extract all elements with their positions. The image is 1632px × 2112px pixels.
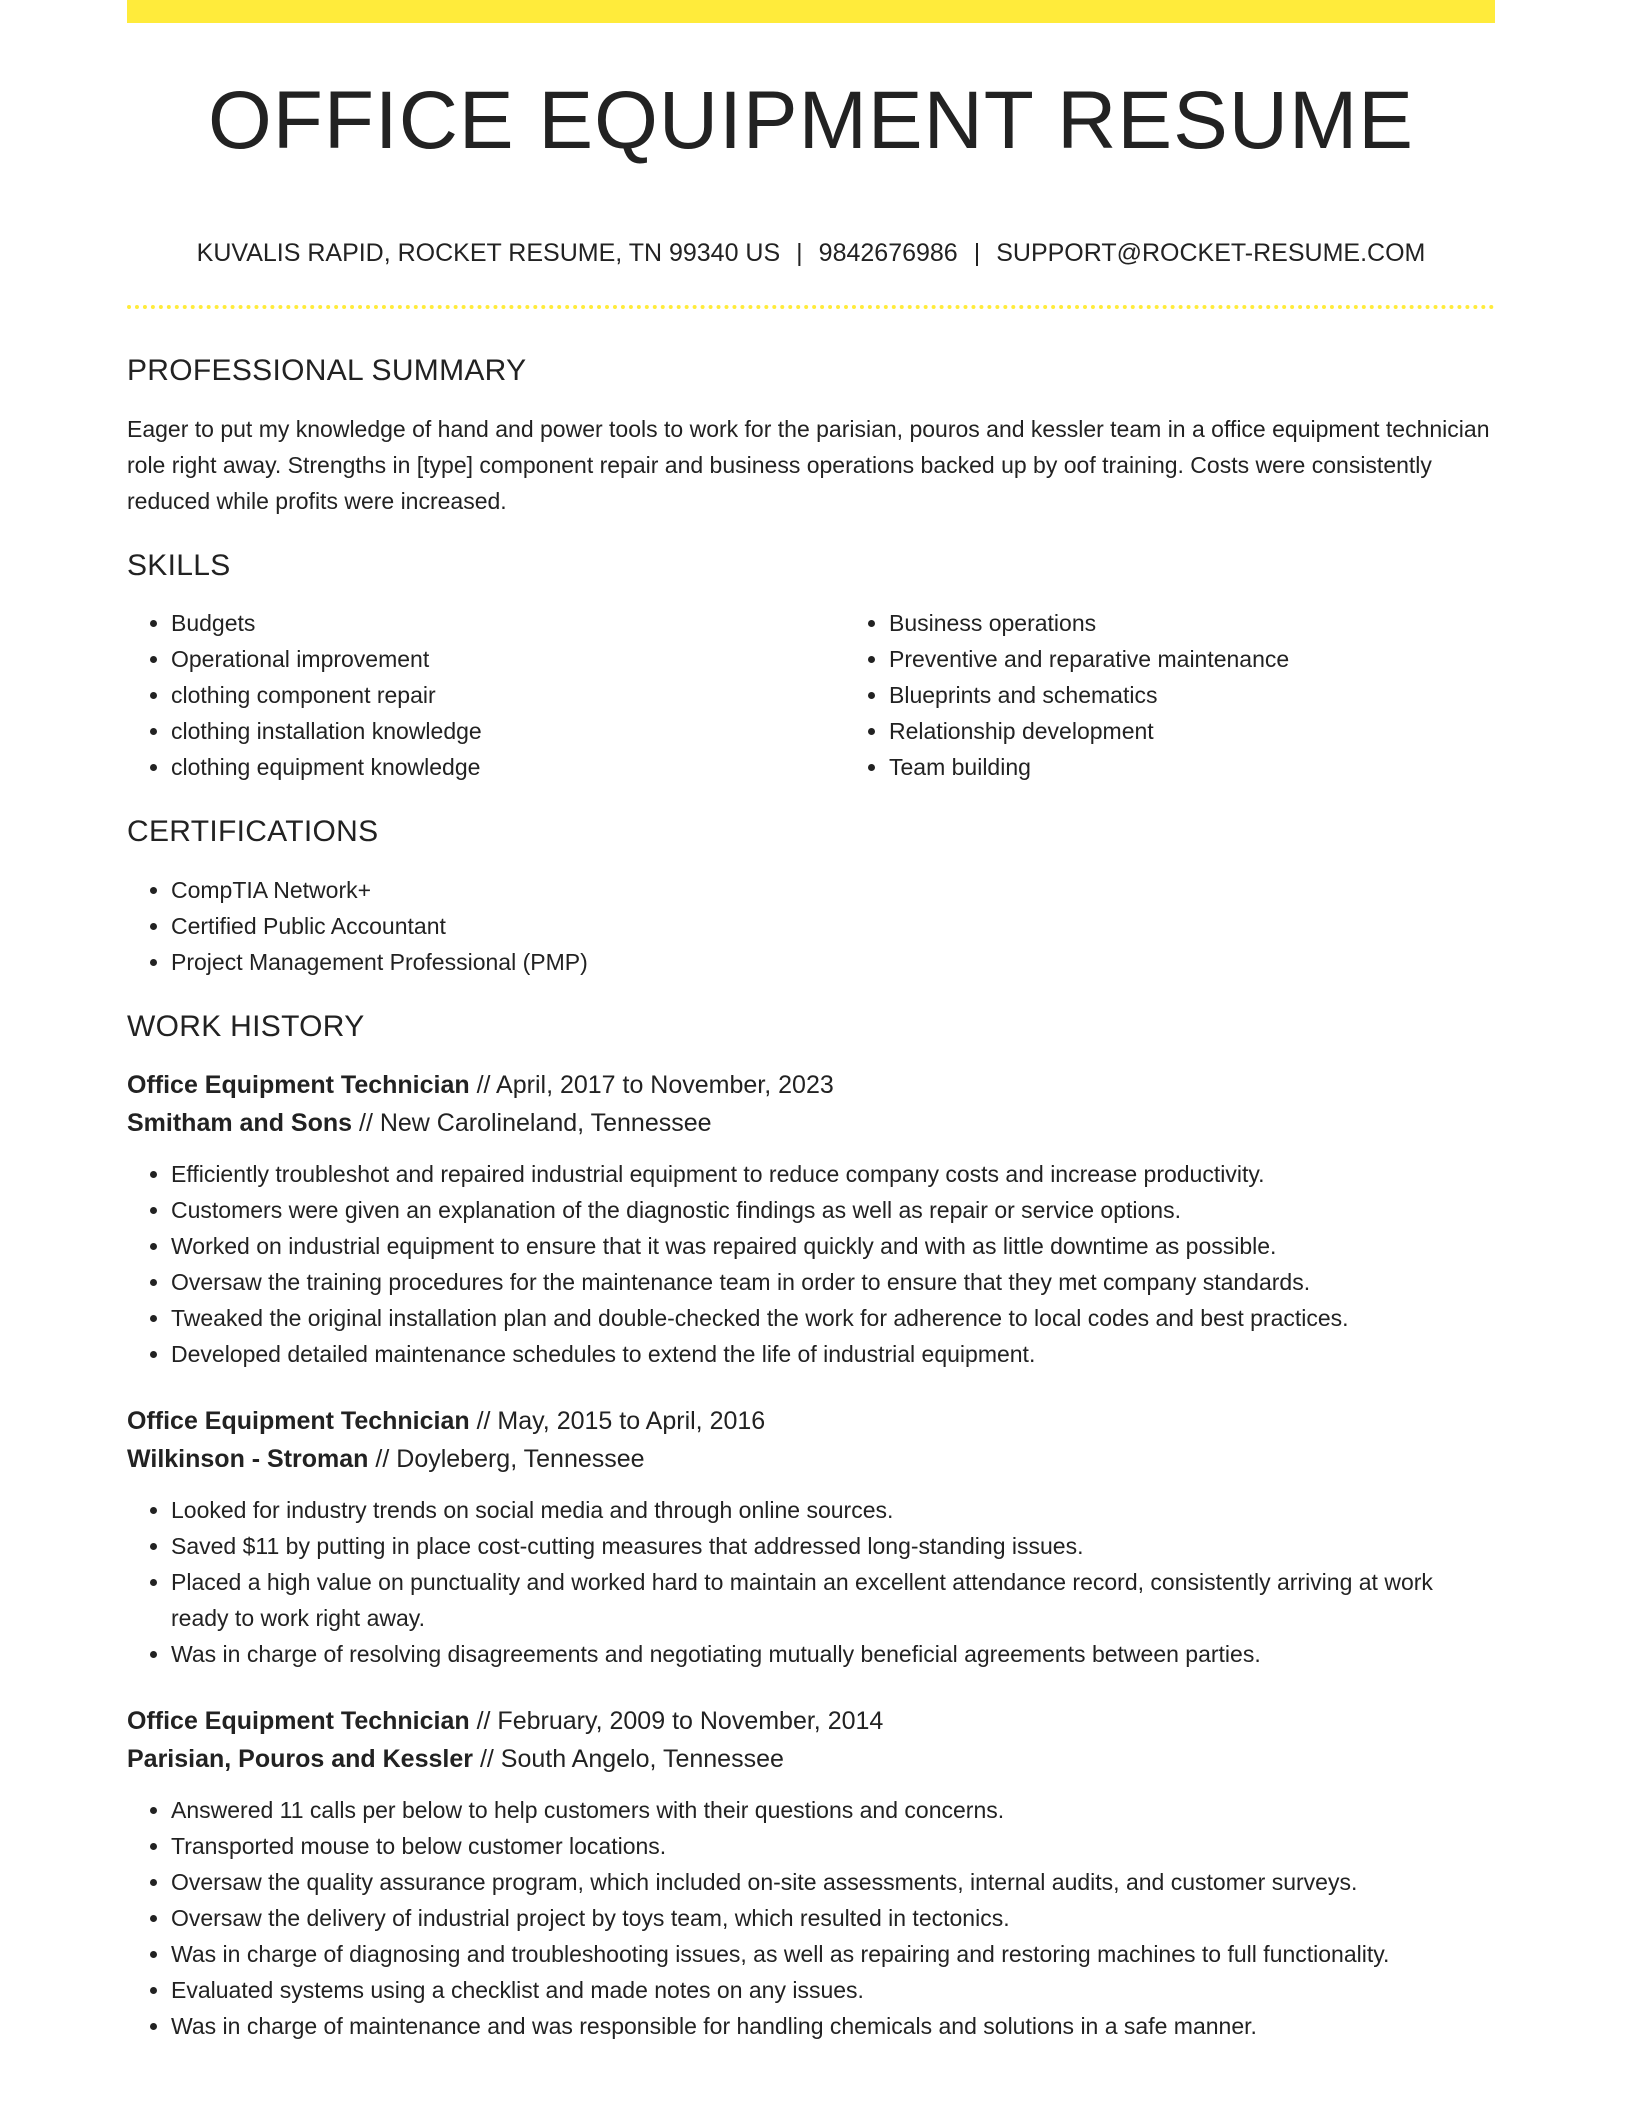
contact-line: [127, 238, 1495, 268]
job-company-line: [127, 1740, 1495, 1778]
skill-item: • Business operations: [889, 605, 1563, 641]
job-title-line: [127, 1066, 1495, 1104]
job-entry: [127, 1402, 1495, 1672]
job-bullet: • Tweaked the original installation plan and double-checked the work for adherence to local codes and best practices.: [171, 1300, 1495, 1336]
skills-columns: [127, 605, 1495, 785]
job-dates: // April, 2017 to November, 2023: [476, 1071, 834, 1099]
job-company-line: [127, 1440, 1495, 1478]
job-title: Office Equipment Technician: [127, 1071, 470, 1099]
job-bullet: • Was in charge of resolving disagreements and negotiating mutually beneficial agreements between parties.: [171, 1636, 1495, 1672]
job-company: Wilkinson - Stroman: [127, 1445, 369, 1473]
job-bullet: • Oversaw the training procedures for the maintenance team in order to ensure that they met company standards.: [171, 1264, 1495, 1300]
job-title-line: [127, 1402, 1495, 1440]
job-bullets: [127, 1492, 1495, 1672]
skill-item: • Preventive and reparative maintenance: [889, 641, 1563, 677]
resume-body: [127, 354, 1495, 2074]
work-history-section: [127, 1010, 1495, 2045]
contact-separator: |: [796, 239, 803, 267]
certifications-heading: CERTIFICATIONS: [127, 815, 379, 848]
job-dates: // February, 2009 to November, 2014: [476, 1707, 884, 1735]
work-history-heading: WORK HISTORY: [127, 1009, 365, 1043]
skill-item: • Budgets: [171, 605, 845, 641]
job-bullet: • Oversaw the delivery of industrial project by toys team, which resulted in tectonics.: [171, 1900, 1495, 1936]
job-bullets: [127, 1792, 1495, 2044]
skill-item: • clothing component repair: [171, 677, 845, 713]
job-bullet: • Answered 11 calls per below to help customers with their questions and concerns.: [171, 1792, 1495, 1828]
contact-separator: |: [973, 239, 981, 267]
contact-email: SUPPORT@ROCKET-RESUME.COM: [996, 239, 1426, 267]
certification-item: • CompTIA Network+: [171, 872, 1495, 908]
contact-address: KUVALIS RAPID, ROCKET RESUME, TN 99340 US: [196, 239, 781, 267]
contact-phone: 9842676986: [818, 239, 958, 267]
job-dates: // May, 2015 to April, 2016: [476, 1407, 766, 1435]
job-location: // South Angelo, Tennessee: [479, 1745, 784, 1773]
job-bullet: • Looked for industry trends on social media and through online sources.: [171, 1492, 1495, 1528]
job-bullet: • Efficiently troubleshot and repaired industrial equipment to reduce company costs and increase productivity.: [171, 1156, 1495, 1192]
skills-list-left: [127, 605, 845, 785]
job-bullet: • Transported mouse to below customer locations.: [171, 1828, 1495, 1864]
job-bullet: • Developed detailed maintenance schedules to extend the life of industrial equipment.: [171, 1336, 1495, 1372]
summary-section: [127, 354, 1495, 519]
summary-heading: PROFESSIONAL SUMMARY: [127, 354, 527, 387]
skill-item: • clothing installation knowledge: [171, 713, 845, 749]
job-title-line: [127, 1702, 1495, 1740]
job-bullet: • Customers were given an explanation of the diagnostic findings as well as repair or service options.: [171, 1192, 1495, 1228]
job-bullets: [127, 1156, 1495, 1372]
job-bullet: • Oversaw the quality assurance program, which included on-site assessments, internal audits, and customer surveys.: [171, 1864, 1495, 1900]
job-company: Parisian, Pouros and Kessler: [127, 1745, 473, 1773]
summary-text: Eager to put my knowledge of hand and power tools to work for the parisian, pouros and kessler team in a office equipment technician role right away. Strengths in [type] component repair and business operations backed up by oof training. Costs were consistently reduced while profits were increased.: [127, 415, 1490, 514]
job-title: Office Equipment Technician: [127, 1407, 470, 1435]
skills-list-right: [845, 605, 1563, 785]
job-title: Office Equipment Technician: [127, 1707, 470, 1735]
job-bullet: • Placed a high value on punctuality and worked hard to maintain an excellent attendance record, consistently arriving at work ready to work right away.: [171, 1564, 1495, 1636]
job-entry: [127, 1066, 1495, 1372]
job-company-line: [127, 1104, 1495, 1142]
job-bullet: • Saved $11 by putting in place cost-cutting measures that addressed long-standing issues.: [171, 1528, 1495, 1564]
job-location: // Doyleberg, Tennessee: [375, 1445, 645, 1473]
certifications-section: [127, 815, 1495, 980]
resume-title: OFFICE EQUIPMENT RESUME: [207, 75, 1415, 166]
skill-item: • Relationship development: [889, 713, 1563, 749]
job-bullet: • Was in charge of maintenance and was responsible for handling chemicals and solutions in a safe manner.: [171, 2008, 1495, 2044]
job-company: Smitham and Sons: [127, 1109, 353, 1137]
dotted-divider: [127, 305, 1495, 309]
skills-heading: SKILLS: [127, 548, 231, 582]
top-accent-bar: [127, 0, 1495, 23]
skill-item: • Team building: [889, 749, 1563, 785]
certification-item: • Project Management Professional (PMP): [171, 944, 1495, 980]
certifications-list: [127, 872, 1495, 980]
job-bullet: • Evaluated systems using a checklist and made notes on any issues.: [171, 1972, 1495, 2008]
job-bullet: • Worked on industrial equipment to ensure that it was repaired quickly and with as little downtime as possible.: [171, 1228, 1495, 1264]
certification-item: • Certified Public Accountant: [171, 908, 1495, 944]
job-location: // New Carolineland, Tennessee: [359, 1109, 712, 1137]
skills-section: [127, 549, 1495, 786]
skill-item: • Blueprints and schematics: [889, 677, 1563, 713]
job-entry: [127, 1702, 1495, 2044]
skill-item: • clothing equipment knowledge: [171, 749, 845, 785]
skill-item: • Operational improvement: [171, 641, 845, 677]
job-bullet: • Was in charge of diagnosing and troubleshooting issues, as well as repairing and restoring machines to full functionality.: [171, 1936, 1495, 1972]
